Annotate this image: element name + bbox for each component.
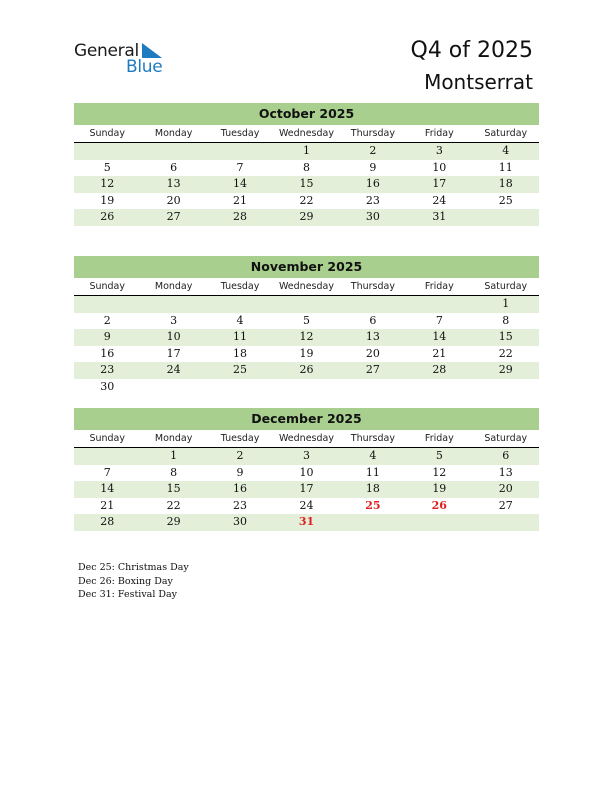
week-row [74, 143, 539, 160]
empty-day-cell [406, 514, 472, 531]
empty-day-cell [340, 514, 406, 531]
day-cell: 27 [365, 363, 380, 376]
week-row [74, 329, 539, 346]
day-cell: 20 [365, 346, 380, 360]
weekday-label: Friday [424, 433, 454, 444]
day-cell: 13 [498, 465, 513, 479]
day-cell: 28 [100, 515, 115, 528]
day-cell: 31 [432, 210, 447, 223]
day-cell: 9 [103, 330, 111, 343]
holiday-notes [78, 561, 189, 602]
day-cell: 1 [302, 144, 310, 157]
weekday-header-row [74, 278, 539, 296]
day-cell: 27 [166, 210, 181, 223]
week-row [74, 193, 539, 210]
day-cell: 27 [498, 498, 513, 512]
day-cell: 18 [498, 177, 513, 190]
day-cell: 26 [100, 210, 115, 223]
weekday-label: Thursday [350, 433, 395, 444]
empty-day-cell [74, 448, 140, 465]
day-cell: 25 [498, 193, 513, 207]
holiday-note: Dec 26: Boxing Day [78, 575, 173, 587]
empty-day-cell [140, 379, 206, 396]
day-cell: 19 [299, 346, 314, 360]
empty-day-cell [273, 296, 339, 313]
month-calendar-november [74, 256, 539, 395]
holiday-note: Dec 31: Festival Day [78, 589, 178, 600]
day-cell: 1 [170, 449, 178, 462]
day-cell: 14 [100, 482, 115, 495]
weekday-label: Monday [154, 281, 193, 292]
week-row [74, 362, 539, 379]
day-cell: 3 [435, 144, 443, 157]
weekday-label: Wednesday [278, 128, 334, 139]
day-cell: 25 [233, 363, 248, 376]
day-cell: 20 [166, 193, 181, 207]
day-cell: 21 [432, 346, 447, 360]
day-cell: 30 [100, 379, 115, 393]
day-cell: 12 [299, 330, 314, 343]
month-weeks [74, 448, 539, 531]
day-cell: 22 [166, 498, 181, 512]
day-cell: 6 [170, 160, 178, 174]
week-row [74, 346, 539, 363]
day-cell: 29 [498, 363, 513, 376]
day-cell: 29 [299, 210, 314, 223]
month-weeks [74, 143, 539, 226]
day-cell: 5 [103, 160, 111, 174]
empty-day-cell [340, 296, 406, 313]
day-cell: 13 [365, 330, 380, 343]
day-cell: 8 [170, 465, 178, 479]
day-cell: 23 [233, 498, 248, 512]
week-row [74, 448, 539, 465]
weekday-label: Tuesday [220, 128, 260, 139]
day-cell: 17 [432, 177, 447, 190]
day-cell: 30 [233, 515, 248, 528]
day-cell: 2 [236, 449, 244, 462]
day-cell: 16 [100, 346, 115, 360]
day-cell: 29 [166, 515, 181, 528]
weekday-label: Sunday [89, 433, 125, 444]
day-cell: 3 [170, 313, 178, 327]
day-cell: 4 [236, 313, 244, 327]
weekday-label: Tuesday [220, 433, 260, 444]
day-cell: 24 [166, 363, 181, 376]
day-cell: 10 [166, 330, 181, 343]
day-cell: 2 [369, 144, 377, 157]
day-cell: 10 [432, 160, 447, 174]
day-cell: 4 [369, 449, 377, 462]
day-cell: 9 [369, 160, 377, 174]
empty-day-cell [473, 209, 539, 226]
day-cell: 6 [502, 449, 510, 462]
weekday-label: Saturday [484, 128, 528, 139]
day-cell: 4 [502, 144, 510, 157]
day-cell: 11 [233, 330, 248, 343]
empty-day-cell [340, 379, 406, 396]
empty-day-cell [74, 296, 140, 313]
weekday-label: Thursday [350, 128, 395, 139]
day-cell: 15 [498, 330, 513, 343]
month-title: October 2025 [74, 103, 539, 125]
day-cell: 26 [431, 498, 447, 512]
weekday-label: Friday [424, 281, 454, 292]
weekday-label: Sunday [89, 128, 125, 139]
day-cell: 24 [432, 193, 447, 207]
day-cell: 18 [365, 482, 380, 495]
page-title: Q4 of 2025 [410, 38, 533, 63]
day-cell: 12 [432, 465, 447, 479]
empty-day-cell [140, 296, 206, 313]
day-cell: 5 [435, 449, 443, 462]
day-cell: 20 [498, 482, 513, 495]
weekday-label: Wednesday [278, 433, 334, 444]
week-row [74, 209, 539, 226]
empty-day-cell [74, 143, 140, 160]
day-cell: 23 [365, 193, 380, 207]
day-cell: 5 [302, 313, 310, 327]
day-cell: 19 [432, 482, 447, 495]
day-cell: 10 [299, 465, 314, 479]
weekday-label: Monday [154, 128, 193, 139]
empty-day-cell [273, 379, 339, 396]
empty-day-cell [207, 143, 273, 160]
day-cell: 11 [365, 465, 380, 479]
day-cell: 13 [166, 177, 181, 190]
day-cell: 26 [299, 363, 314, 376]
day-cell: 12 [100, 177, 115, 190]
day-cell: 15 [299, 177, 314, 190]
day-cell: 14 [233, 177, 248, 190]
month-calendar-december [74, 408, 539, 531]
day-cell: 2 [103, 313, 111, 327]
day-cell: 17 [166, 346, 181, 360]
day-cell: 9 [236, 465, 244, 479]
week-row [74, 465, 539, 482]
day-cell: 15 [166, 482, 181, 495]
empty-day-cell [207, 379, 273, 396]
day-cell: 17 [299, 482, 314, 495]
day-cell: 19 [100, 193, 115, 207]
empty-day-cell [406, 296, 472, 313]
day-cell: 1 [502, 297, 510, 310]
day-cell: 7 [236, 160, 244, 174]
day-cell: 23 [100, 363, 115, 376]
week-row [74, 498, 539, 515]
brand-word-general: General [74, 41, 139, 61]
day-cell: 24 [299, 498, 314, 512]
week-row [74, 160, 539, 177]
month-title: December 2025 [74, 408, 539, 430]
day-cell: 21 [100, 498, 115, 512]
day-cell: 22 [498, 346, 513, 360]
week-row [74, 176, 539, 193]
empty-day-cell [207, 296, 273, 313]
day-cell: 28 [233, 210, 248, 223]
weekday-header-row [74, 430, 539, 448]
day-cell: 25 [365, 498, 381, 512]
weekday-label: Tuesday [220, 281, 260, 292]
week-row [74, 296, 539, 313]
brand-logo [74, 40, 184, 80]
week-row [74, 313, 539, 330]
brand-word-blue: Blue [126, 57, 163, 77]
weekday-label: Monday [154, 433, 193, 444]
month-title: November 2025 [74, 256, 539, 278]
day-cell: 8 [502, 313, 510, 327]
day-cell: 6 [369, 313, 377, 327]
day-cell: 7 [103, 465, 111, 479]
day-cell: 16 [365, 177, 380, 190]
weekday-label: Saturday [484, 281, 528, 292]
day-cell: 16 [233, 482, 248, 495]
holiday-note: Dec 25: Christmas Day [78, 562, 189, 573]
weekday-label: Sunday [89, 281, 125, 292]
day-cell: 14 [432, 330, 447, 343]
week-row [74, 514, 539, 531]
day-cell: 7 [435, 313, 443, 327]
weekday-label: Thursday [350, 281, 395, 292]
week-row [74, 379, 539, 396]
page-subtitle: Montserrat [424, 70, 533, 94]
day-cell: 18 [233, 346, 248, 360]
day-cell: 21 [233, 193, 248, 207]
empty-day-cell [473, 514, 539, 531]
day-cell: 3 [302, 449, 310, 462]
day-cell: 11 [498, 160, 513, 174]
month-weeks [74, 296, 539, 395]
day-cell: 30 [365, 210, 380, 223]
day-cell: 28 [432, 363, 447, 376]
weekday-header-row [74, 125, 539, 143]
day-cell: 8 [302, 160, 310, 174]
weekday-label: Wednesday [278, 281, 334, 292]
day-cell: 22 [299, 193, 314, 207]
weekday-label: Saturday [484, 433, 528, 444]
weekday-label: Friday [424, 128, 454, 139]
month-calendar-october [74, 103, 539, 226]
week-row [74, 481, 539, 498]
day-cell: 31 [298, 515, 315, 528]
empty-day-cell [473, 379, 539, 396]
empty-day-cell [140, 143, 206, 160]
empty-day-cell [406, 379, 472, 396]
